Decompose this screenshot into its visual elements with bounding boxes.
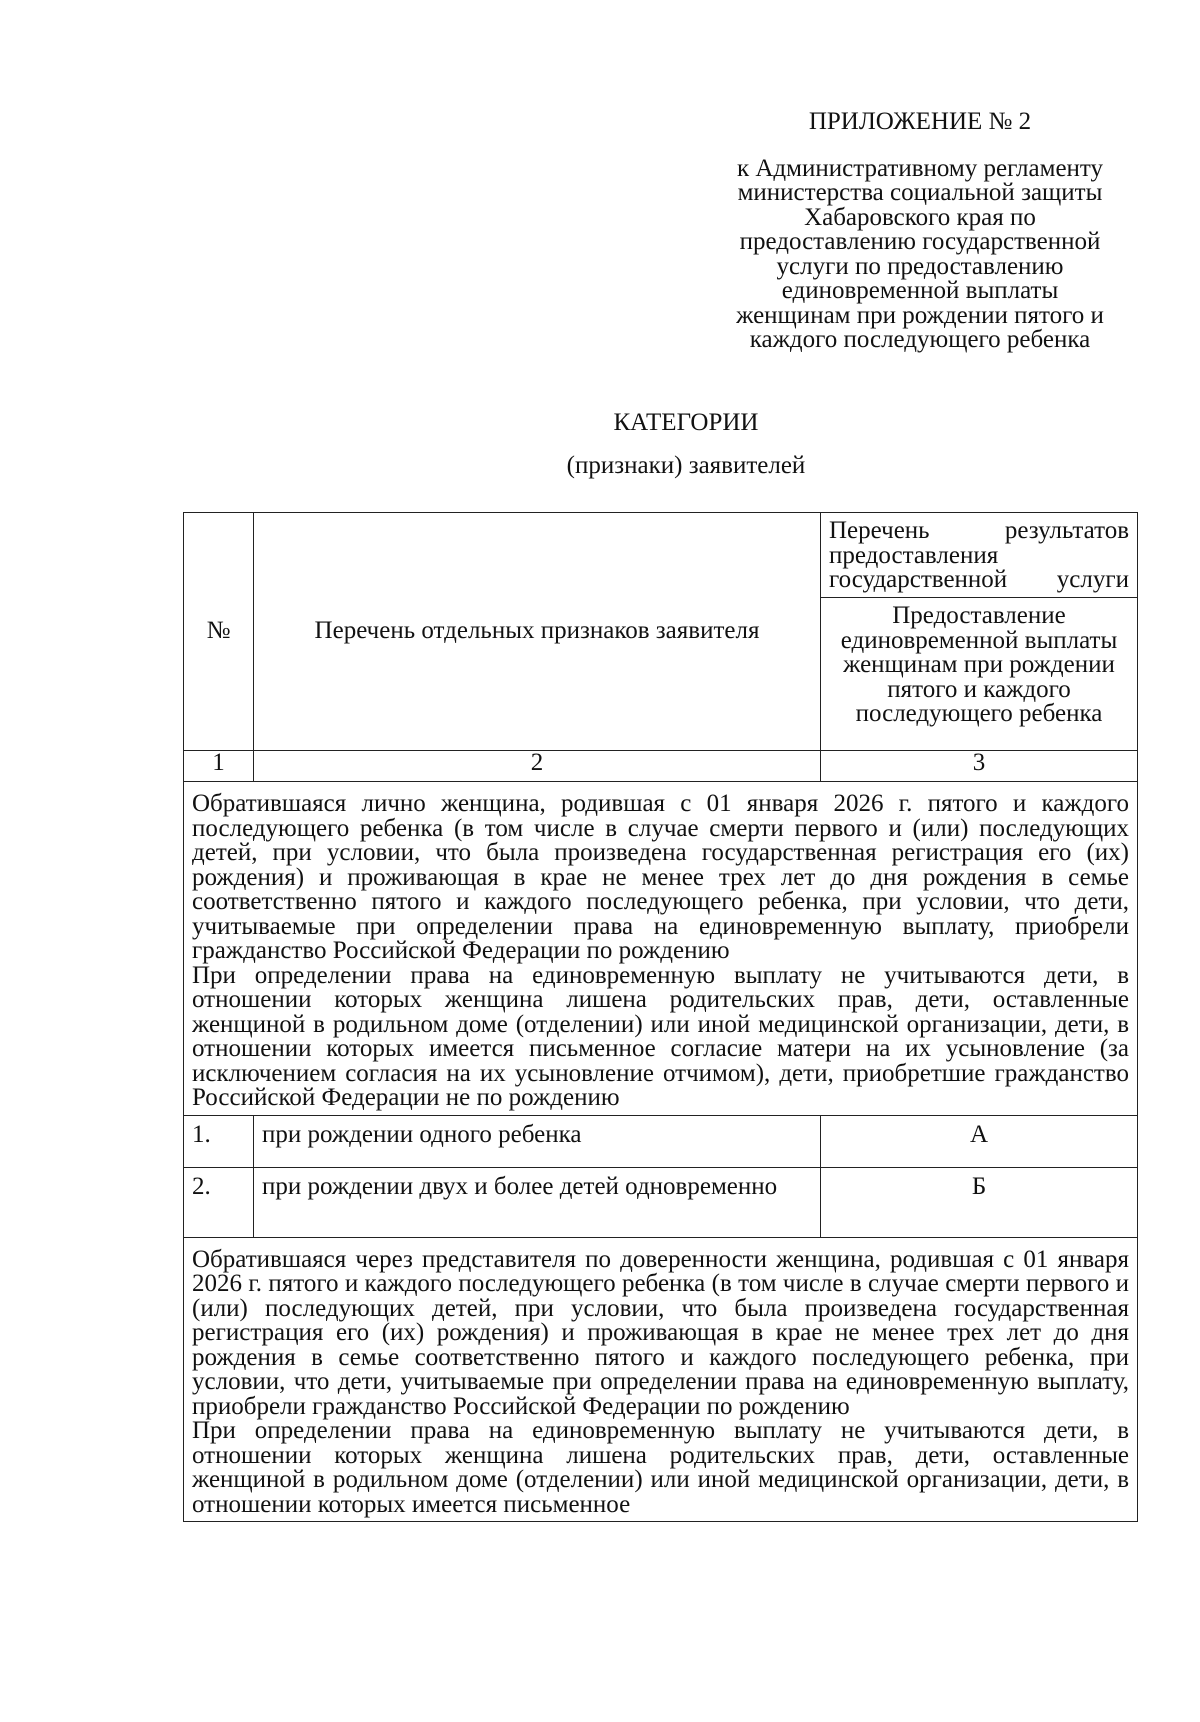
section-exclusion-text: При определении права на единовременную выплату не учитываются дети, в отношении которых женщина лишена родительских прав, дети, оставленные женщиной в родильном доме (отделении) или иной медицинской организации, дети, в отношении которых имеется письменное согласие матери на их усыновление (за исключением согласия на их усыновление отчимом), дети, приобретшие гражданство Российской Федерации не по рождению	[192, 961, 1129, 1111]
section-description-text: Обратившаяся через представителя по доверенности женщина, родившая с 01 января 2026 г. пятого и каждого последующего ребенка (в том числе в случае смерти первого и (или) последующих детей, при условии, что была произведена государственная регистрация его (их) рождения) и проживающая в крае не менее трех лет до дня рождения в семье соответственно пятого и каждого последующего ребенка, при условии, что дети, учитываемые при определении права на единовременную выплату, приобрели гражданство Российской Федерации по рождению	[192, 1245, 1129, 1420]
section-exclusion-text: При определении права на единовременную выплату не учитываются дети, в отношении которых женщина лишена родительских прав, дети, оставленные женщиной в родильном доме (отделении) или иной медицинской организации, дети, в отношении которых имеется письменное	[192, 1417, 1129, 1518]
table-row	[184, 1167, 1138, 1237]
row-feature: при рождении двух и более детей одновременно	[254, 1167, 821, 1237]
title-main: КАТЕГОРИИ	[613, 409, 759, 436]
header-num: №	[184, 513, 254, 751]
categories-table	[183, 512, 1138, 1522]
header-results: Перечень результатов предоставления государственной услуги	[821, 513, 1138, 598]
section-description-row	[184, 1237, 1138, 1522]
appendix-line: Хабаровского края по	[804, 203, 1036, 231]
appendix-line: министерства социальной защиты	[737, 179, 1103, 206]
section-description-text: Обратившаяся лично женщина, родившая с 01 января 2026 г. пятого и каждого последующего ребенка (в том числе в случае смерти первого и (или) последующих детей, при условии, что была произведена государственная регистрация его (их) рождения) и проживающая в крае не менее трех лет до дня рождения в семье соответственно пятого и каждого последующего ребенка, при условии, что дети, учитываемые при определении права на единовременную выплату, приобрели гражданство Российской Федерации по рождению	[192, 790, 1129, 964]
title-sub: (признаки) заявителей	[566, 452, 806, 479]
appendix-header	[700, 110, 1140, 353]
appendix-line: к Административному регламенту	[736, 154, 1104, 182]
appendix-line: предоставлению государственной	[739, 228, 1101, 255]
row-mark: А	[821, 1115, 1138, 1167]
index-cell: 1	[184, 751, 254, 782]
header-result-item: Предоставление единовременной выплаты женщинам при рождении пятого и каждого последующего ребенка	[821, 598, 1138, 751]
row-mark: Б	[821, 1167, 1138, 1237]
index-cell: 3	[821, 751, 1138, 782]
appendix-line: единовременной выплаты	[781, 277, 1059, 304]
table-row	[184, 1115, 1138, 1167]
header-features: Перечень отдельных признаков заявителя	[254, 513, 821, 751]
appendix-heading: ПРИЛОЖЕНИЕ № 2	[808, 108, 1032, 135]
row-feature: при рождении одного ребенка	[254, 1115, 821, 1167]
table-header-row	[184, 513, 1138, 598]
row-num: 1.	[184, 1115, 254, 1167]
appendix-line: каждого последующего ребенка	[749, 326, 1091, 353]
index-cell: 2	[254, 751, 821, 782]
section-description	[184, 1237, 1138, 1522]
appendix-line: женщинам при рождении пятого и	[736, 301, 1104, 329]
appendix-line: услуги по предоставлению	[776, 252, 1064, 280]
section-description	[184, 782, 1138, 1116]
section-description-row	[184, 782, 1138, 1116]
table-index-row	[184, 751, 1138, 782]
document-title	[0, 408, 1200, 481]
row-num: 2.	[184, 1167, 254, 1237]
